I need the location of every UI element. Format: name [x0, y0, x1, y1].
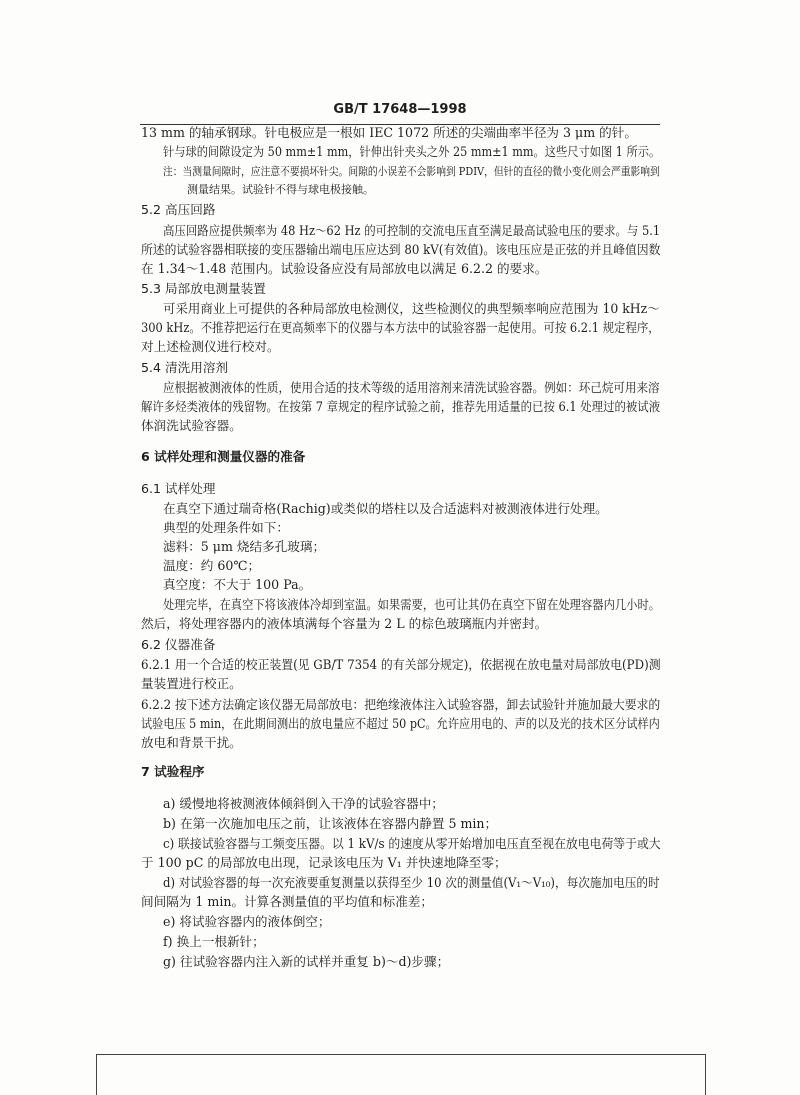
text-line: b) 在第一次施加电压之前，让该液体在容器内静置 5 min；: [163, 816, 498, 831]
text-line: 5.2 高压回路: [141, 202, 216, 217]
text-line: 对上述检测仪进行校对。: [141, 339, 280, 354]
text-line: 300 kHz。不推荐把运行在更高频率下的仪器与本方法中的试验容器一起使用。可按 6.2.1 规定程序，: [141, 320, 660, 335]
text-line: 5.4 清洗用溶剂: [141, 360, 229, 375]
text-line: 在真空下通过瑞奇格(Rachig)或类似的塔柱以及合适滤料对被测液体进行处理。: [163, 501, 608, 516]
text-line: 间间隔为 1 min。计算各测量值的平均值和标准差；: [141, 894, 433, 909]
text-line: 注：当测量间隙时，应注意不要损坏针尖。间隙的小误差不会影响到 PDIV，但针的直径的微小变化则会严重影响到: [163, 165, 660, 178]
text-line: 13 mm 的轴承钢球。针电极应是一根如 IEC 1072 所述的尖端曲率半径为 3 μm 的针。: [141, 125, 637, 140]
text-line: 解许多烃类液体的残留物。在按第 7 章规定的程序试验之前，推荐先用适量的已按 6.1 处理过的被试液: [141, 399, 661, 414]
text-line: d) 对试验容器的每一次充液要重复测量以获得至少 10 次的测量值(V₁～V₁₀)，每次施加电压的时: [163, 875, 660, 890]
text-line: 量装置进行校正。: [141, 676, 242, 691]
text-line: 测量结果。试验针不得与球电极接触。: [187, 183, 374, 196]
text-line: 6.1 试样处理: [141, 481, 216, 496]
text-line: 温度：约 60℃；: [163, 558, 261, 573]
text-line: a) 缓慢地将被测液体倾斜倒入干净的试验容器中；: [163, 796, 444, 811]
text-line: 6.2.1 用一个合适的校正装置(见 GB/T 7354 的有关部分规定)，依据视在放电量对局部放电(PD)测: [141, 657, 661, 672]
text-line: 6.2.2 按下述方法确定该仪器无局部放电：把绝缘液体注入试验容器，卸去试验针并施加最大要求的: [141, 697, 661, 712]
text-line: 体润洗试验容器。: [141, 418, 242, 433]
text-line: 试验电压 5 min，在此期间测出的放电量应不超过 50 pC。允许应用电的、声的以及光的技术区分试样内: [141, 716, 660, 731]
text-line: c) 联接试验容器与工频变压器。以 1 kV/s 的速度从零开始增加电压直至视在放电电荷等于或大: [163, 836, 661, 851]
text-line: 真空度：不大于 100 Pa。: [163, 577, 312, 592]
text-line: 然后，将处理容器内的液体填满每个容量为 2 L 的棕色玻璃瓶内并密封。: [141, 616, 548, 631]
text-line: 应根据被测液体的性质，使用合适的技术等级的适用溶剂来清洗试验容器。例如：环己烷可用来溶: [163, 380, 660, 395]
text-line: 针与球的间隙设定为 50 mm±1 mm，针伸出针夹头之外 25 mm±1 mm。这些尺寸如图 1 所示。: [163, 144, 661, 159]
text-line: 放电和背景干扰。: [141, 735, 242, 750]
text-line: 5.3 局部放电测量装置: [141, 281, 266, 296]
text-line: 处理完毕，在真空下将该液体冷却到室温。如果需要，也可让其仍在真空下留在处理容器内几小时。: [163, 597, 661, 612]
bottom-frame: [96, 1054, 706, 1095]
text-line: e) 将试验容器内的液体倒空；: [163, 914, 331, 929]
text-line: 所述的试验容器相联接的变压器输出端电压应达到 80 kV(有效值)。该电压应是正弦的并且峰值因数: [141, 242, 661, 257]
text-line: 可采用商业上可提供的各种局部放电检测仪，这些检测仪的典型频率响应范围为 10 kHz～: [163, 301, 660, 316]
text-line: 6.2 仪器准备: [141, 637, 216, 652]
text-line: g) 往试验容器内注入新的试样并重复 b)～d)步骤；: [163, 954, 450, 969]
text-line: 高压回路应提供频率为 48 Hz～62 Hz 的可控制的交流电压直至满足最高试验电压的要求。与 5.1: [163, 223, 661, 238]
text-line: f) 换上一根新针；: [163, 934, 265, 949]
text-line: 6 试样处理和测量仪器的准备: [141, 449, 306, 464]
standard-code-header: GB/T 17648—1998: [333, 102, 467, 117]
text-line: 于 100 pC 的局部放电出现，记录该电压为 V₁ 并快速地降至零；: [141, 855, 507, 870]
text-line: 7 试验程序: [141, 764, 205, 779]
text-line: 在 1.34～1.48 范围内。试验设备应没有局部放电以满足 6.2.2 的要求。: [141, 261, 548, 276]
text-line: 典型的处理条件如下：: [163, 520, 289, 535]
text-line: 滤料：5 μm 烧结多孔玻璃；: [163, 539, 326, 554]
